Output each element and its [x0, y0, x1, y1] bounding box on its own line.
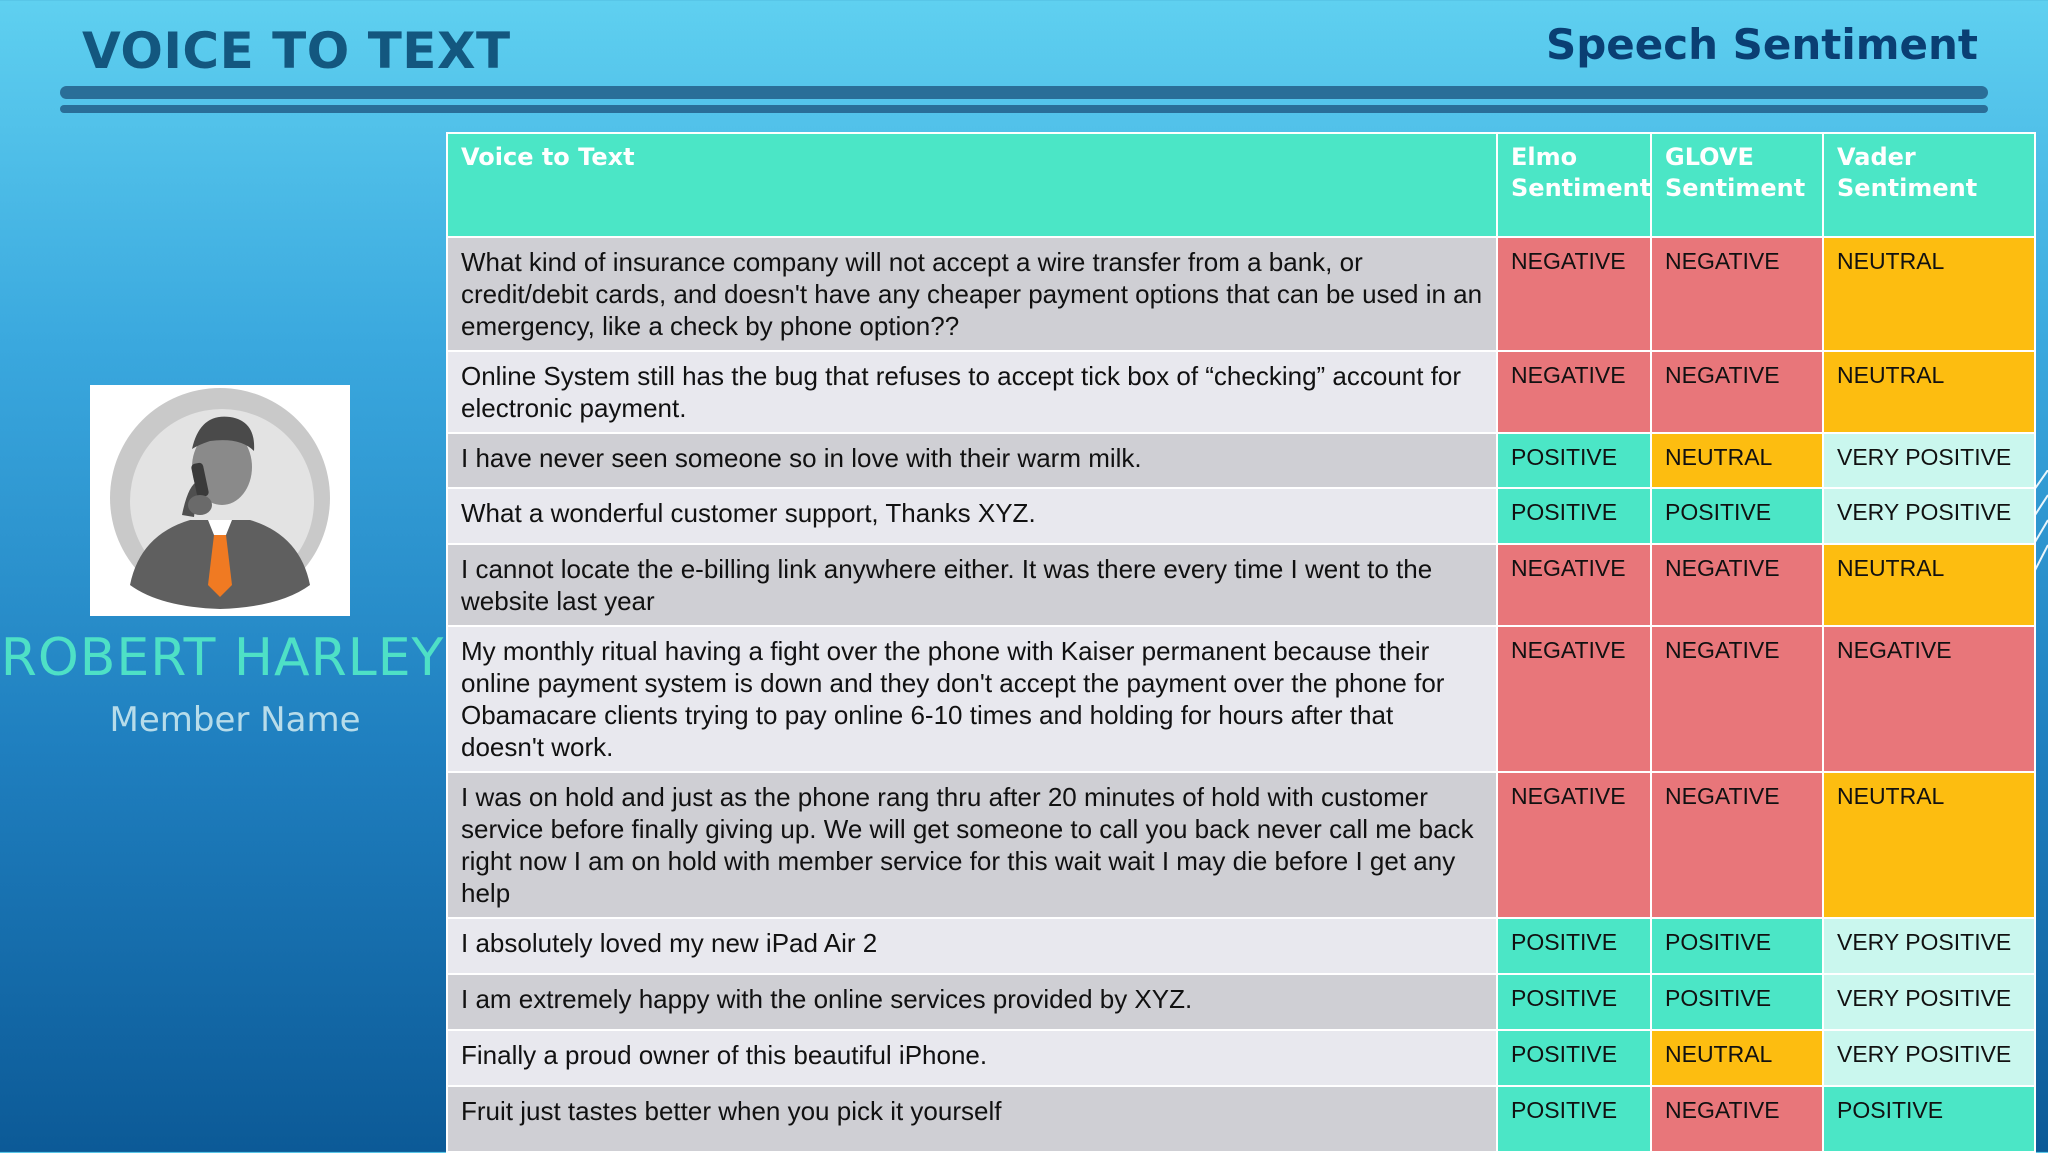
row-text: I am extremely happy with the online services provided by XYZ. — [447, 974, 1497, 1030]
glove-cell: NEUTRAL — [1651, 433, 1823, 488]
table-row — [447, 544, 2035, 626]
header-rule — [60, 86, 1988, 99]
elmo-cell: NEGATIVE — [1497, 626, 1651, 772]
glove-cell: POSITIVE — [1651, 918, 1823, 974]
glove-cell: NEUTRAL — [1651, 1030, 1823, 1086]
businessman-on-phone-icon — [90, 385, 350, 616]
row-text: My monthly ritual having a fight over the phone with Kaiser permanent because their online payment system is down and they don't accept the payment over the phone for Obamacare clients trying to pay online 6-10 times and holding for hours after that doesn't work. — [447, 626, 1497, 772]
glove-cell: NEGATIVE — [1651, 237, 1823, 351]
vader-cell: NEGATIVE — [1823, 626, 2035, 772]
table-header-row — [447, 133, 2035, 237]
elmo-cell: NEGATIVE — [1497, 544, 1651, 626]
vader-cell: VERY POSITIVE — [1823, 433, 2035, 488]
member-avatar — [90, 385, 350, 616]
slide-subtitle: Speech Sentiment — [1545, 20, 1978, 69]
row-text: I absolutely loved my new iPad Air 2 — [447, 918, 1497, 974]
member-name: ROBERT HARLEY — [0, 628, 445, 688]
vader-cell: NEUTRAL — [1823, 237, 2035, 351]
glove-cell: NEGATIVE — [1651, 626, 1823, 772]
glove-cell: POSITIVE — [1651, 974, 1823, 1030]
table-row — [447, 351, 2035, 433]
slide-title: VOICE TO TEXT — [82, 22, 511, 80]
header-rule-thin — [60, 105, 1988, 113]
elmo-cell: POSITIVE — [1497, 488, 1651, 544]
elmo-cell: POSITIVE — [1497, 433, 1651, 488]
table-row — [447, 974, 2035, 1030]
vader-cell: VERY POSITIVE — [1823, 488, 2035, 544]
glove-cell: NEGATIVE — [1651, 544, 1823, 626]
header-voice-to-text: Voice to Text — [447, 133, 1497, 237]
elmo-cell: POSITIVE — [1497, 974, 1651, 1030]
table-row — [447, 1086, 2035, 1152]
row-text: I have never seen someone so in love with their warm milk. — [447, 433, 1497, 488]
row-text: I was on hold and just as the phone rang thru after 20 minutes of hold with customer service before finally giving up. We will get someone to call you back never call me back right now I am on hold with member service for this wait wait I may die before I get any help — [447, 772, 1497, 918]
vader-cell: NEUTRAL — [1823, 351, 2035, 433]
vader-cell: VERY POSITIVE — [1823, 918, 2035, 974]
header-elmo-sentiment: Elmo Sentiment — [1497, 133, 1651, 237]
row-text: What kind of insurance company will not accept a wire transfer from a bank, or credit/debit cards, and doesn't have any cheaper payment options that can be used in an emergency, like a check by phone option?? — [447, 237, 1497, 351]
glove-cell: NEGATIVE — [1651, 1086, 1823, 1152]
table-row — [447, 918, 2035, 974]
table-row — [447, 626, 2035, 772]
vader-cell: POSITIVE — [1823, 1086, 2035, 1152]
table-row — [447, 433, 2035, 488]
glove-cell: NEGATIVE — [1651, 351, 1823, 433]
table-row — [447, 488, 2035, 544]
row-text: Finally a proud owner of this beautiful iPhone. — [447, 1030, 1497, 1086]
row-text: Fruit just tastes better when you pick it yourself — [447, 1086, 1497, 1152]
glove-cell: NEGATIVE — [1651, 772, 1823, 918]
vader-cell: VERY POSITIVE — [1823, 974, 2035, 1030]
glove-cell: POSITIVE — [1651, 488, 1823, 544]
elmo-cell: NEGATIVE — [1497, 772, 1651, 918]
vader-cell: NEUTRAL — [1823, 772, 2035, 918]
table-row — [447, 772, 2035, 918]
sentiment-table — [446, 132, 2036, 1153]
header-vader-sentiment: Vader Sentiment — [1823, 133, 2035, 237]
table-row — [447, 1030, 2035, 1086]
elmo-cell: NEGATIVE — [1497, 351, 1651, 433]
table-row — [447, 237, 2035, 351]
row-text: I cannot locate the e-billing link anywhere either. It was there every time I went to the website last year — [447, 544, 1497, 626]
member-name-label: Member Name — [109, 700, 361, 740]
row-text: Online System still has the bug that refuses to accept tick box of “checking” account for electronic payment. — [447, 351, 1497, 433]
vader-cell: VERY POSITIVE — [1823, 1030, 2035, 1086]
vader-cell: NEUTRAL — [1823, 544, 2035, 626]
header-glove-sentiment: GLOVE Sentiment — [1651, 133, 1823, 237]
elmo-cell: POSITIVE — [1497, 918, 1651, 974]
elmo-cell: NEGATIVE — [1497, 237, 1651, 351]
elmo-cell: POSITIVE — [1497, 1086, 1651, 1152]
elmo-cell: POSITIVE — [1497, 1030, 1651, 1086]
row-text: What a wonderful customer support, Thanks XYZ. — [447, 488, 1497, 544]
